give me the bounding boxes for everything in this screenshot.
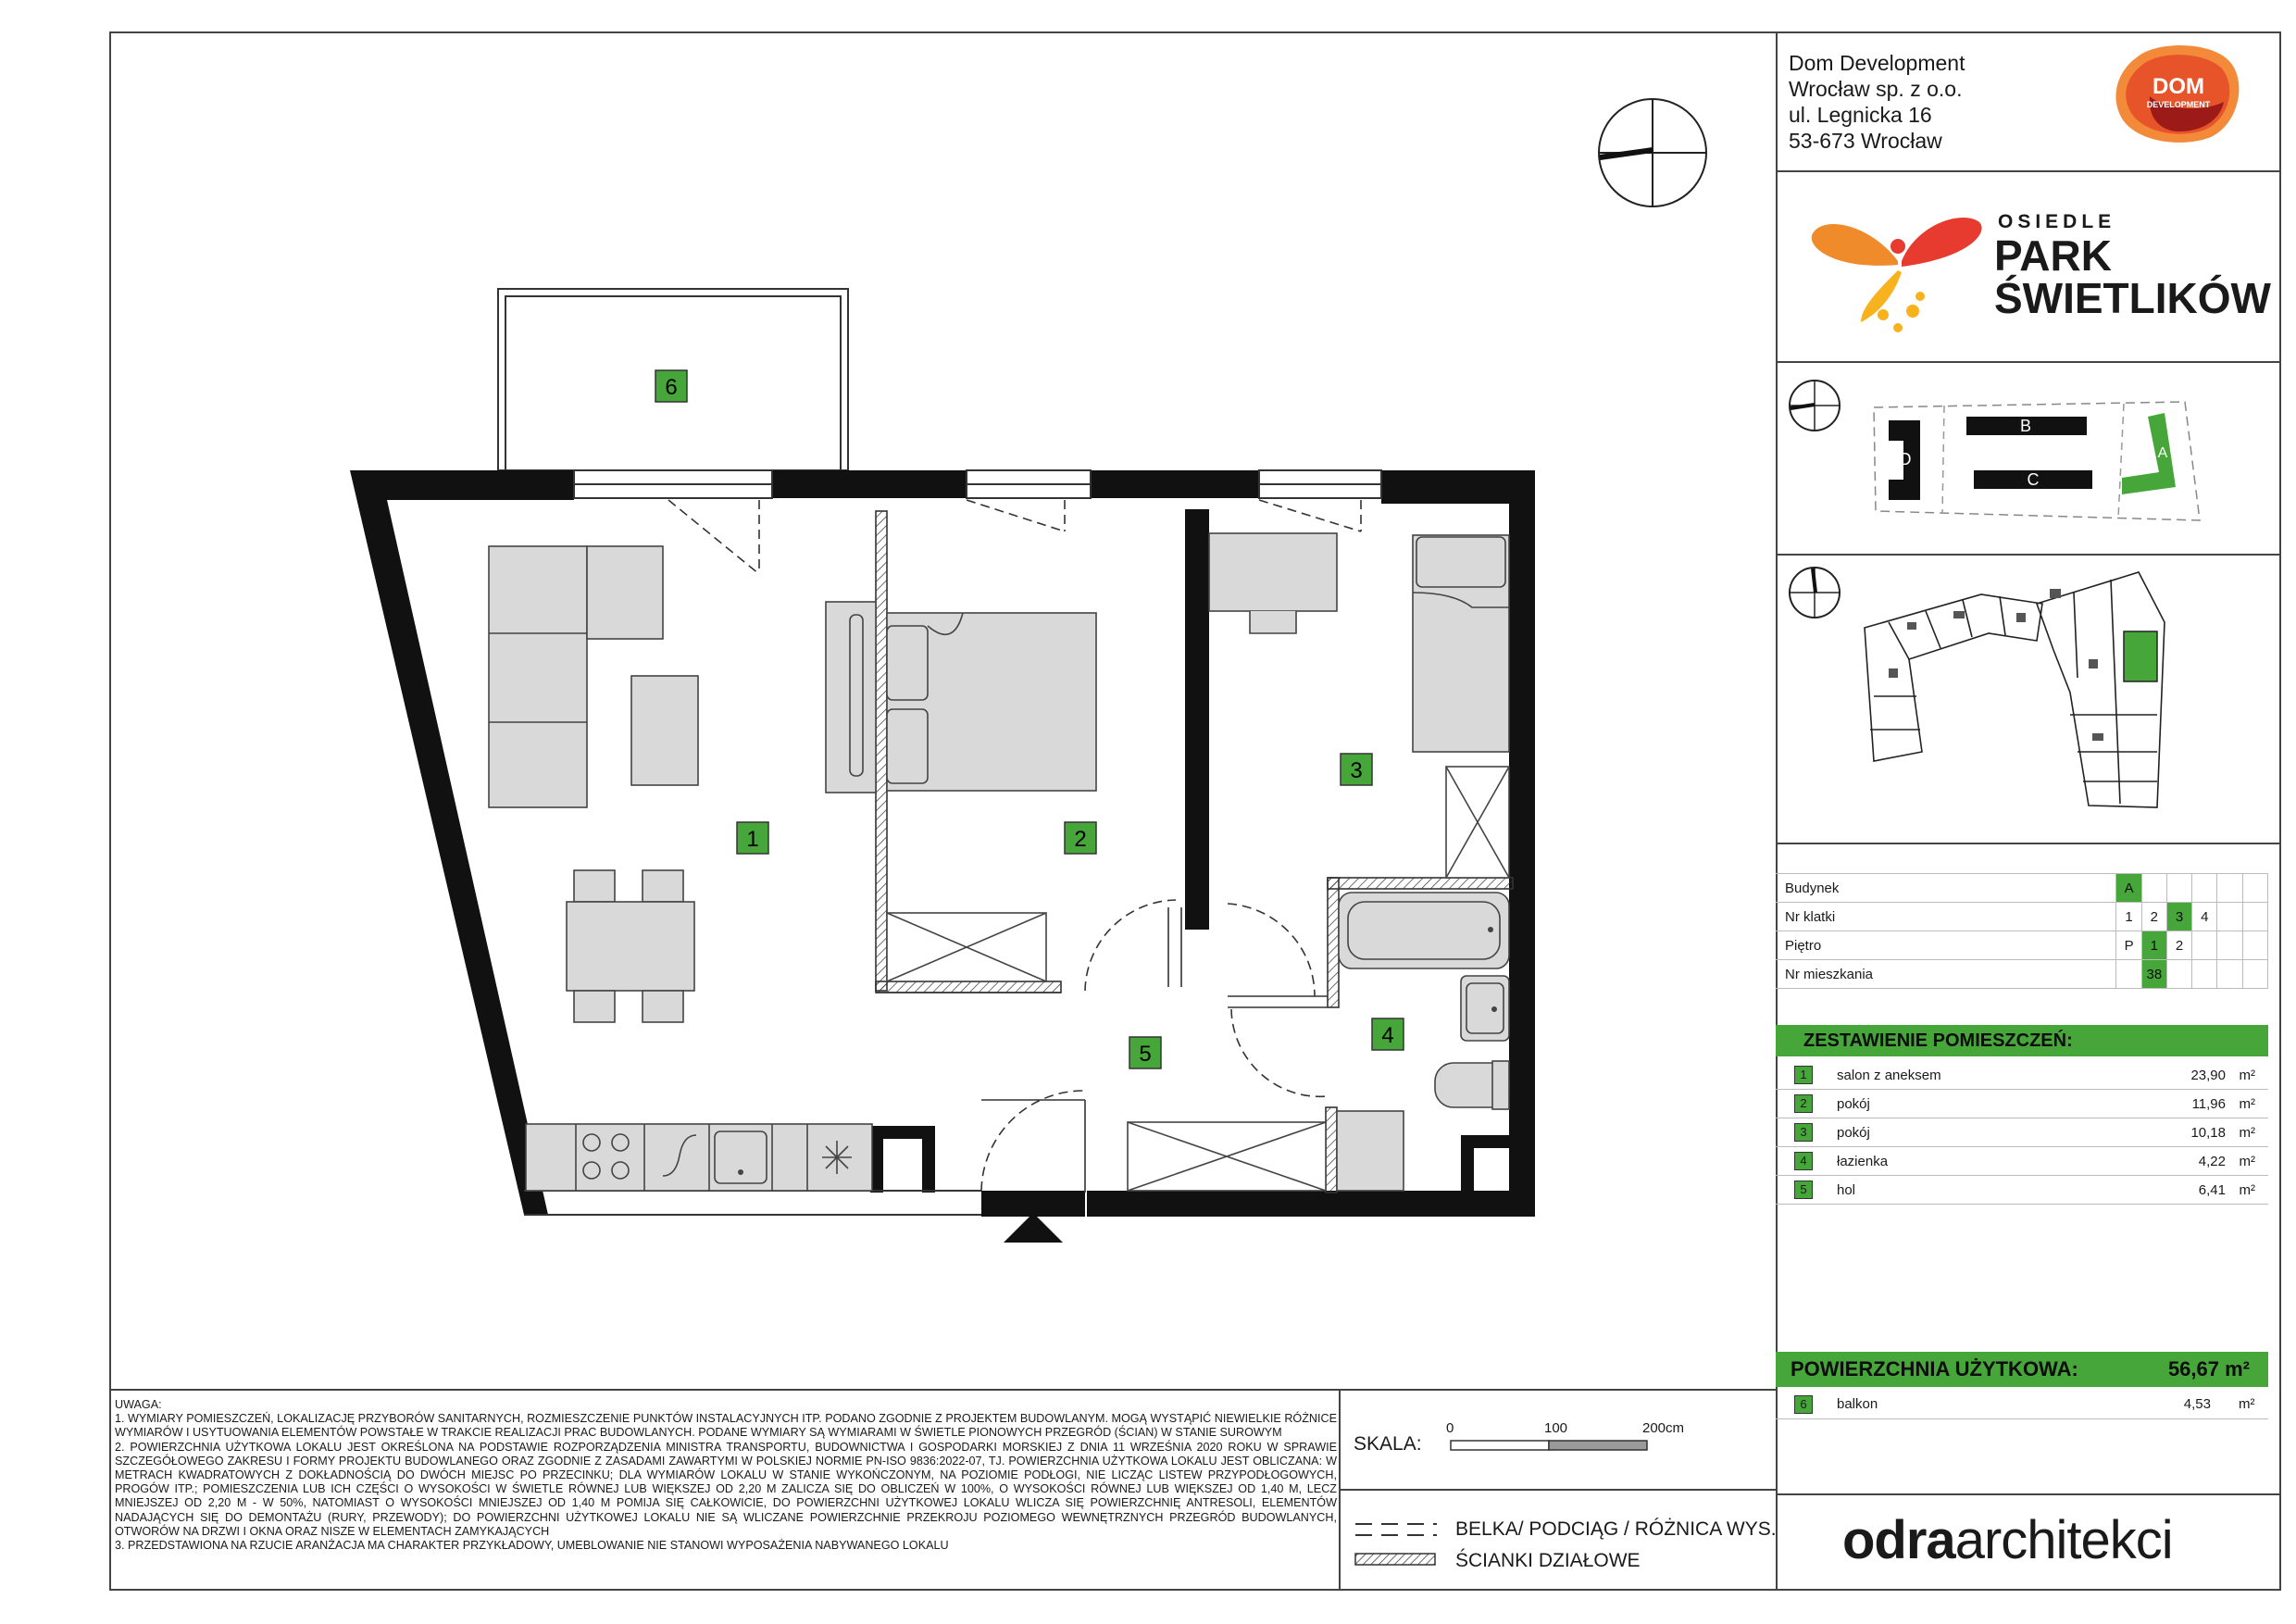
room-name [1826, 1118, 2133, 1147]
room-area [2133, 1118, 2226, 1147]
info-cell: 1 [2116, 903, 2141, 931]
info-cell [2141, 874, 2166, 903]
site-building-d: D [1899, 450, 1912, 468]
room-label-1: 1 [746, 827, 759, 852]
balcony-area: 4,53 [2183, 1396, 2211, 1412]
room-row [1776, 1090, 2268, 1118]
room-num [1776, 1176, 1826, 1205]
total-area-bar [1776, 1352, 2268, 1387]
room-area-text: 6,41 [2198, 1181, 2226, 1198]
firefly-logo [1805, 206, 1990, 335]
info-cell [2192, 874, 2217, 903]
site-plan [1870, 398, 2203, 531]
note-item-3: 3. PRZEDSTAWIONA NA RZUCIE ARANŻACJA MA CHARAKTER PRZYKŁADOWY, UMEBLOWANIE NIE STANOWI WYPOSAŻENIA NABYWANEGO LOKALU [115, 1539, 949, 1553]
company-line: Dom Development [1789, 51, 1965, 75]
room-row [1776, 1176, 2268, 1205]
logo-subword: DEVELOPMENT [2146, 100, 2211, 109]
room-unit [2226, 1061, 2268, 1090]
info-cell: 2 [2141, 903, 2166, 931]
scale-tick-100: 100 [1544, 1420, 1568, 1436]
scale-tick-0: 0 [1446, 1420, 1454, 1436]
room-unit [2226, 1118, 2268, 1147]
info-cell: A [2116, 874, 2141, 903]
room-num-text: 1 [1794, 1066, 1813, 1084]
notes-divider [109, 1389, 1778, 1391]
room-area-text: 11,96 [2191, 1095, 2226, 1112]
legend-symbols [1354, 1518, 1437, 1574]
room-area-text: 23,90 [2190, 1067, 2226, 1083]
room-unit-text: m² [2239, 1067, 2255, 1083]
info-row-label: Piętro [1776, 931, 2116, 960]
info-row-label: Nr klatki [1776, 903, 2116, 931]
windows [574, 470, 1381, 498]
info-cell: 4 [2192, 903, 2217, 931]
site-building-b: B [2019, 417, 2032, 435]
room-unit-text: m² [2239, 1153, 2255, 1169]
info-cell [2166, 960, 2191, 989]
balcony-unit: m² [2239, 1396, 2255, 1412]
room-name-text: salon z aneksem [1837, 1067, 1941, 1083]
info-cell: P [2116, 931, 2141, 960]
logo-word: DOM [2152, 74, 2204, 99]
info-cell [2242, 903, 2267, 931]
floor-key-plan [1852, 567, 2194, 826]
north-arrow-floor-icon [1787, 565, 1842, 620]
sidebar-sep-5 [1776, 1493, 2281, 1495]
sidebar-sep-2 [1776, 361, 2281, 363]
entrance-marker-icon [1004, 1213, 1063, 1243]
rooms-header: ZESTAWIENIE POMIESZCZEŃ: [1776, 1025, 2268, 1056]
room-num [1776, 1061, 1826, 1090]
info-cell [2217, 874, 2242, 903]
room-name-text: pokój [1837, 1095, 1870, 1112]
info-cell [2217, 903, 2242, 931]
room-num-text: 3 [1794, 1123, 1813, 1142]
room-area-text: 10,18 [2190, 1124, 2226, 1141]
scale-tick-200: 200cm [1642, 1420, 1685, 1436]
notes-title: UWAGA: [115, 1398, 162, 1411]
note-item-2: 2. POWIERZCHNIA UŻYTKOWA LOKALU JEST OKREŚLONA NA PODSTAWIE ROZPORZĄDZENIA MINISTRA TRANSPORTU, BUDOWNICTWA I GOSPODARKI MORSKIEJ Z DNIA 11 WRZEŚNIA 2020 ROKU W SPRAWIE SZCZEGÓŁOWEGO ZAKRESU I FORMY PROJEKTU BUDOWLANEGO ORAZ ZGODNIE Z ZASADAMI ZAWARTYMI W POLSKIEJ NORMIE PN-ISO 9836:2022-07, TJ. POWIERZCHNIA UŻYTKOWA LOKALU JEST OBLICZANA: W METRACH KWADRATOWYCH Z DOKŁADNOŚCIĄ DO DWÓCH MIEJSC PO PRZECINKU; DLA WYMIARÓW LOKALU W STANIE WYKOŃCZONYM, NA POZIOMIE PODŁOGI, NIE LICZĄC LISTEW PRZYPODŁOGOWYCH, PROGÓW ITP.; POMIESZCZENIA LUB ICH CZĘŚCI O WYSOKOŚCI W ŚWIETLE RÓWNEJ LUB WIĘKSZEJ OD 2,20 M ZALICZA SIĘ DO OBLICZEŃ W 100%, O WYSOKOŚCI RÓWNEJ LUB WIĘKSZEJ OD 1,40 M, LECZ MNIEJSZEJ OD 2,20 M - W 50%, NATOMIAST O WYSOKOŚCI MNIEJSZEJ OD 1,40 M POMIJA SIĘ CAŁKOWICIE, DO POWIERZCHNI UŻYTKOWEJ LOKALU WLICZA SIĘ POWIERZCHNIĘ ANTRESOLI, ELEMENTÓW NADAJĄCYCH SIĘ DO DEMONTAŻU (RURY, PRZEWODY); DO POWIERZCHNI UŻYTKOWEJ LOKALU NIE SĄ WLICZANE POWIERZCHNIE PRZEKROJU POZIOMEGO WEWNĘTRZNYCH PRZEGRÓD BUDOWLANYCH, OTWORÓW NA DRZWI I OKNA ORAZ NISZE W ELEMENTACH ZAMYKAJĄCYCH [115, 1440, 1337, 1538]
info-cell [2166, 874, 2191, 903]
room-row [1776, 1147, 2268, 1176]
info-row [1776, 903, 2268, 931]
note-item-1: 1. WYMIARY POMIESZCZEŃ, LOKALIZACJĘ PRZYBORÓW SANITARNYCH, ROZMIESZCZENIE PUNKTÓW INSTALACYJNYCH ITP. PODANO ZGODNIE Z PROJEKTEM BUDOWLANYM. MOGĄ WYSTĄPIĆ NIEWIELKIE RÓŻNICE WYMIARÓW I USYTUOWANIA ELEMENTÓW POWSTAŁE W TRAKCIE REALIZACJI PRAC BUDOWLANYCH. PODANE WYMIARY SĄ WYMIARAMI W ŚWIETLE PIONOWYCH PRZEGRÓD (ŚCIAN) W STANIE SUROWYM [115, 1412, 1337, 1440]
company-address [1789, 50, 1965, 154]
architect-bold: odra [1842, 1510, 1955, 1570]
balcony-num: 6 [1794, 1395, 1813, 1414]
legend-partition-label: ŚCIANKI DZIAŁOWE [1455, 1550, 1641, 1571]
sidebar-sep-4 [1776, 843, 2281, 844]
apartment-info-table [1776, 873, 2268, 989]
room-name [1826, 1147, 2133, 1176]
sidebar-sep-1 [1776, 170, 2281, 172]
room-name-text: hol [1837, 1181, 1856, 1198]
total-area-label: POWIERZCHNIA UŻYTKOWA: [1791, 1357, 2078, 1380]
info-cell: 3 [2166, 903, 2191, 931]
room-num [1776, 1090, 1826, 1118]
furniture [489, 533, 1509, 1191]
info-cell [2192, 960, 2217, 989]
architect-logo [1842, 1509, 2173, 1571]
dom-development-logo [2109, 41, 2246, 146]
room-area [2133, 1090, 2226, 1118]
balcony-row [1776, 1391, 2268, 1419]
info-cell [2242, 931, 2267, 960]
architect-rest: architekci [1954, 1510, 2173, 1570]
room-area [2133, 1147, 2226, 1176]
room-name [1826, 1061, 2133, 1090]
room-num-text: 5 [1794, 1181, 1813, 1199]
site-building-a: A [2157, 445, 2168, 461]
company-line: Wrocław sp. z o.o. [1789, 77, 1963, 101]
room-area [2133, 1176, 2226, 1205]
scale-legend-divider [1339, 1489, 1778, 1491]
room-name [1826, 1090, 2133, 1118]
scale-bar [1450, 1439, 1648, 1454]
room-unit-text: m² [2239, 1124, 2255, 1141]
total-area-value: 56,67 m² [2167, 1357, 2250, 1380]
room-area [2133, 1061, 2226, 1090]
info-row [1776, 960, 2268, 989]
site-building-c: C [2027, 470, 2040, 489]
info-row [1776, 931, 2268, 960]
info-cell: 1 [2141, 931, 2166, 960]
room-label-2: 2 [1074, 827, 1087, 852]
balcony-name: balkon [1837, 1396, 1878, 1412]
room-row [1776, 1061, 2268, 1090]
room-label-4: 4 [1381, 1023, 1394, 1048]
info-row [1776, 874, 2268, 903]
room-label-6: 6 [665, 375, 678, 400]
room-unit-text: m² [2239, 1095, 2255, 1112]
scale-label: SKALA: [1354, 1433, 1422, 1455]
room-name [1826, 1176, 2133, 1205]
info-cell [2217, 960, 2242, 989]
room-label-5: 5 [1139, 1042, 1152, 1067]
company-line: ul. Legnicka 16 [1789, 103, 1932, 127]
room-num-text: 4 [1794, 1152, 1813, 1170]
room-row [1776, 1118, 2268, 1147]
room-unit [2226, 1176, 2268, 1205]
info-cell [2192, 931, 2217, 960]
info-cell: 2 [2166, 931, 2191, 960]
info-cell [2217, 931, 2242, 960]
sidebar-sep-3 [1776, 554, 2281, 556]
project-name-line2: ŚWIETLIKÓW [1994, 274, 2271, 322]
room-num-text: 2 [1794, 1094, 1813, 1113]
room-unit [2226, 1147, 2268, 1176]
info-cell [2242, 874, 2267, 903]
info-row-label: Budynek [1776, 874, 2116, 903]
notes-block [115, 1398, 1337, 1553]
room-unit-text: m² [2239, 1181, 2255, 1198]
north-arrow-site-icon [1787, 378, 1842, 433]
room-label-3: 3 [1350, 758, 1363, 783]
rooms-table [1776, 1061, 2268, 1205]
room-name-text: pokój [1837, 1124, 1870, 1141]
project-name-line1: PARK [1994, 231, 2112, 280]
room-name-text: łazienka [1837, 1153, 1889, 1169]
room-unit [2226, 1090, 2268, 1118]
project-prefix: OSIEDLE [1998, 211, 2116, 232]
info-cell: 38 [2141, 960, 2166, 989]
info-cell [2116, 960, 2141, 989]
info-cell [2242, 960, 2267, 989]
room-area-text: 4,22 [2198, 1153, 2226, 1169]
info-row-label: Nr mieszkania [1776, 960, 2116, 989]
legend-beam-label: BELKA/ PODCIĄG / RÓŻNICA WYS. [1455, 1518, 1777, 1540]
room-num [1776, 1118, 1826, 1147]
room-num [1776, 1147, 1826, 1176]
company-line: 53-673 Wrocław [1789, 129, 1942, 153]
